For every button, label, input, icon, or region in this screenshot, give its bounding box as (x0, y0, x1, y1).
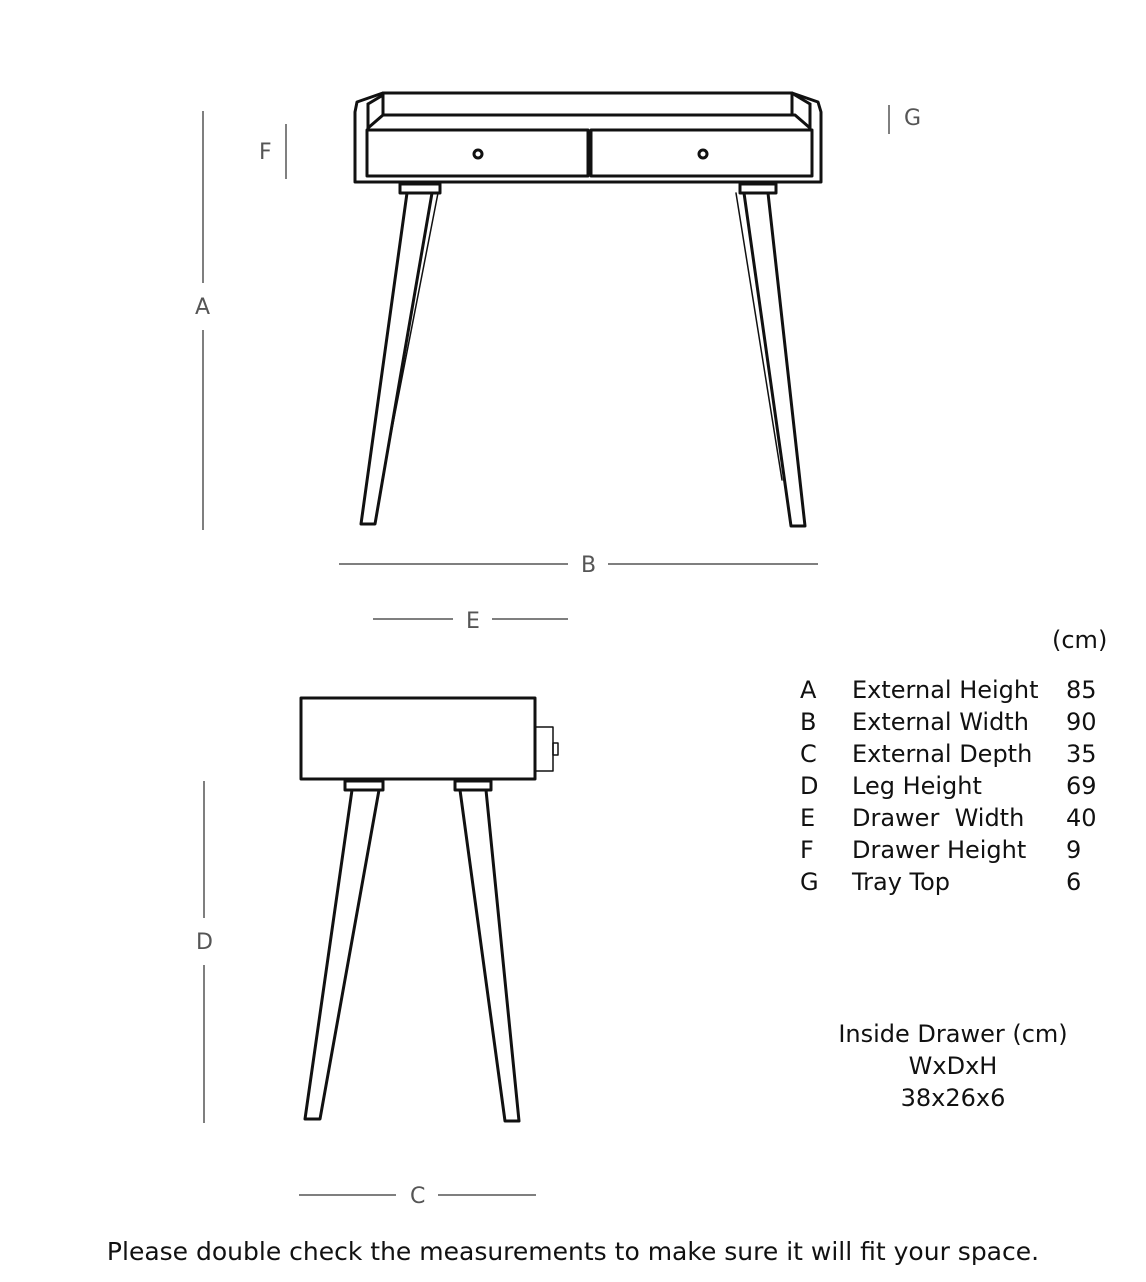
dimension-marker-f: F (255, 142, 276, 164)
spec-value: 6 (1066, 868, 1082, 896)
spec-name: External Height (852, 676, 1039, 704)
spec-value: 69 (1066, 772, 1097, 800)
front-view-drawer-left (367, 130, 588, 176)
spec-name: Leg Height (852, 772, 982, 800)
inside-drawer-info (830, 1018, 1076, 1114)
inside-drawer-dims: 38x26x6 (900, 1084, 1006, 1112)
side-view-drawer-knob (535, 727, 553, 771)
dimension-spec-table (800, 674, 1116, 898)
inside-drawer-format: WxDxH (908, 1052, 998, 1080)
drawer-knob-left (474, 150, 482, 158)
spec-key: D (800, 772, 819, 800)
front-view (355, 93, 821, 526)
spec-row (800, 866, 1116, 898)
spec-name: Drawer Height (852, 836, 1027, 864)
spec-row (800, 674, 1116, 706)
spec-name: External Depth (852, 740, 1033, 768)
spec-name: Tray Top (852, 868, 951, 896)
dimension-marker-d: D (192, 932, 217, 954)
front-view-tray-inner (368, 115, 810, 128)
spec-key: G (800, 868, 819, 896)
spec-value: 35 (1066, 740, 1097, 768)
side-view-body (301, 698, 535, 779)
spec-key: B (800, 708, 817, 736)
spec-row (800, 770, 1116, 802)
spec-name: External Width (852, 708, 1029, 736)
spec-row (800, 834, 1116, 866)
spec-value: 40 (1066, 804, 1097, 832)
spec-row (800, 706, 1116, 738)
dimension-marker-g: G (900, 108, 925, 130)
front-view-back-leg-left (382, 193, 438, 480)
inside-drawer-title: Inside Drawer (cm) (838, 1020, 1068, 1048)
front-view-drawer-right (591, 130, 812, 176)
spec-key: C (800, 740, 817, 768)
dimension-marker-e: E (462, 611, 484, 633)
unit-label: (cm) (1052, 626, 1108, 654)
spec-row (800, 738, 1116, 770)
spec-key: A (800, 676, 817, 704)
spec-value: 9 (1066, 836, 1082, 864)
spec-row (800, 802, 1116, 834)
spec-name: Drawer Width (852, 804, 1025, 832)
spec-key: E (800, 804, 816, 832)
spec-value: 90 (1066, 708, 1097, 736)
front-view-leg-left (361, 193, 432, 524)
side-view-leg-left (305, 790, 379, 1119)
dimension-marker-a: A (191, 297, 214, 319)
dimension-marker-b: B (577, 555, 600, 577)
drawer-knob-right (699, 150, 707, 158)
front-view-leg-right (744, 193, 805, 526)
spec-key: F (800, 836, 814, 864)
dimension-lines (203, 105, 889, 1195)
front-view-back-leg-right (736, 193, 782, 480)
footer-note: Please double check the measurements to make sure it will fit your space. (106, 1237, 1040, 1266)
side-view-leg-right (460, 790, 519, 1121)
side-view (301, 698, 558, 1121)
dimension-marker-c: C (406, 1186, 429, 1208)
spec-value: 85 (1066, 676, 1097, 704)
